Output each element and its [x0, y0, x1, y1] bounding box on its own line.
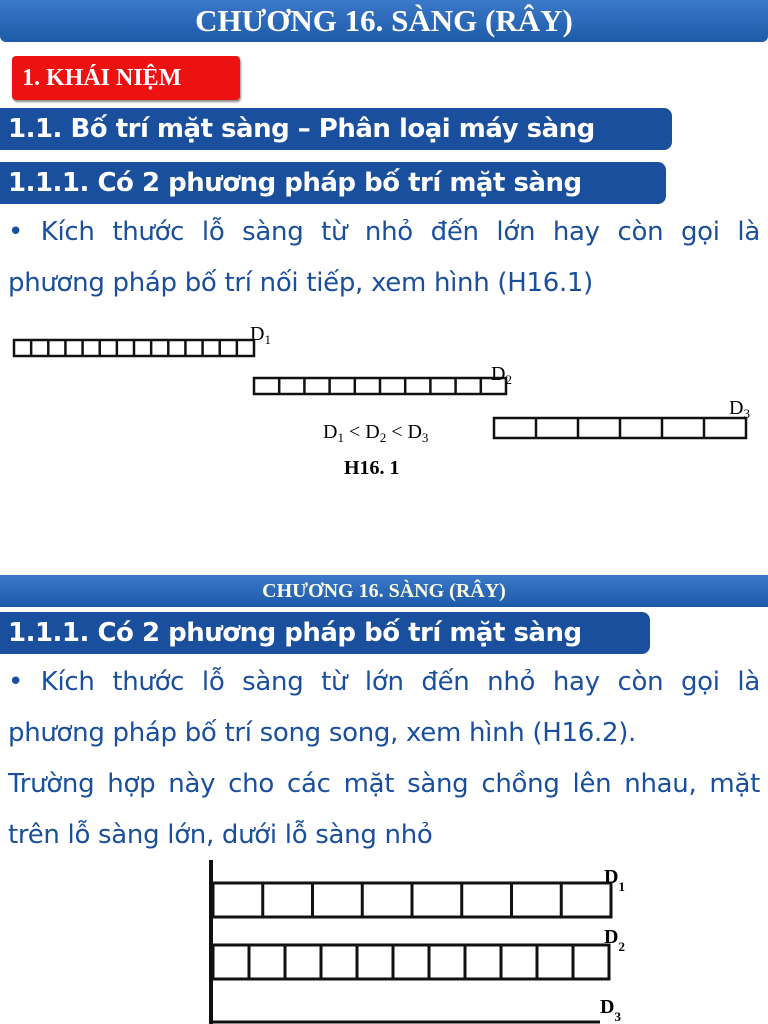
section-tag: 1. KHÁI NIỆM: [12, 56, 240, 100]
label-d1-stack: $D_1$: [604, 866, 625, 894]
slide2-banner: CHƯƠNG 16. SÀNG (RÂY): [0, 575, 768, 607]
subsection-heading: 1.1. Bố trí mặt sàng – Phân loại máy sàng: [0, 108, 672, 150]
size-relation: $D_1 < D_2 < D_3$: [323, 421, 429, 445]
deck-2: [213, 945, 609, 979]
slide2-para-line-1: Trường hợp này cho các mặt sàng chồng lên nhau, mặt: [8, 769, 760, 799]
figure-h16-2: [0, 855, 768, 1024]
slide1-paragraph: [8, 207, 760, 309]
deck-1: [213, 883, 611, 917]
label-d3: $D_3$: [729, 397, 750, 421]
bullet-line-2: phương pháp bố trí nối tiếp, xem hình (H16.1): [8, 268, 593, 298]
slide2-bullet-line-2: phương pháp bố trí song song, xem hình (H16.2).: [8, 718, 637, 748]
screen-2: [254, 378, 506, 394]
slide2-subsubsection-heading: 1.1.1. Có 2 phương pháp bố trí mặt sàng: [0, 612, 650, 654]
slide2-paragraph: [8, 657, 760, 861]
subsubsection-heading: 1.1.1. Có 2 phương pháp bố trí mặt sàng: [0, 162, 666, 204]
slide2-bullet-line-1: • Kích thước lỗ sàng từ lớn đến nhỏ hay còn gọi là: [8, 667, 760, 697]
bullet-line-1: • Kích thước lỗ sàng từ nhỏ đến lớn hay còn gọi là: [8, 217, 760, 247]
slide2-para-line-2: trên lỗ sàng lớn, dưới lỗ sàng nhỏ: [8, 820, 433, 850]
screen-1: [14, 340, 254, 356]
label-d3-stack: $D_3$: [600, 996, 621, 1024]
figure-caption: H16. 1: [344, 457, 400, 479]
slide1-banner: CHƯƠNG 16. SÀNG (RÂY): [0, 0, 768, 42]
label-d2: $D_2$: [491, 363, 512, 387]
label-d1: $D_1$: [250, 323, 271, 347]
figure-h16-1: [0, 320, 768, 490]
screen-3: [494, 418, 746, 438]
label-d2-stack: $D_2$: [604, 926, 625, 954]
